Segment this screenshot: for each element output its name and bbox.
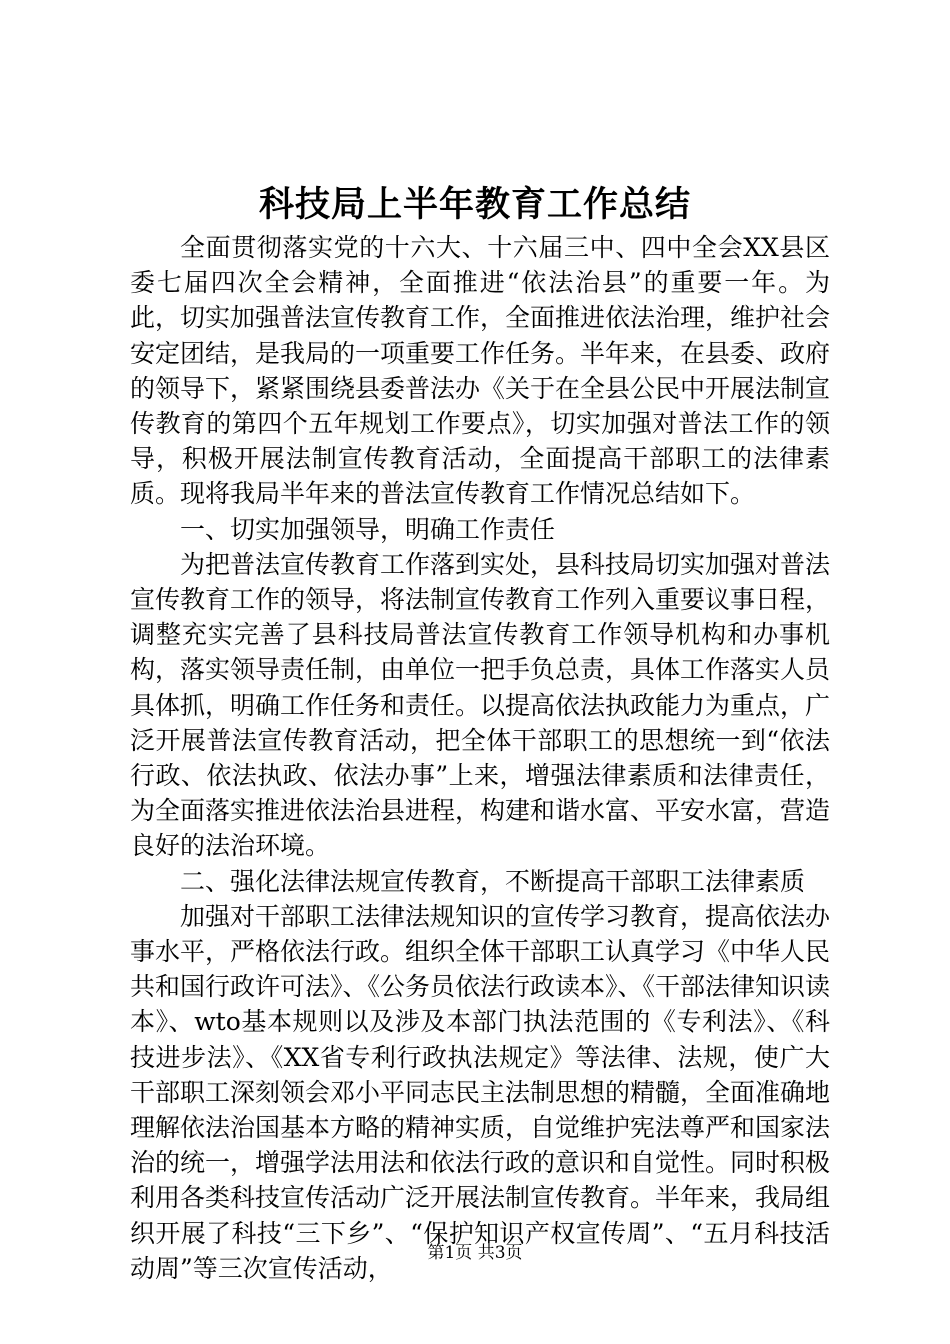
section-1-paragraph: 为把普法宣传教育工作落到实处，县科技局切实加强对普法宣传教育工作的领导，将法制宣传教育工作列入重要议事日程，调整充实完善了县科技局普法宣传教育工作领导机构和办事机构，落实领导责任制，由单位一把手负总责，具体工作落实人员具体抓，明确工作任务和责任。以提高依法执政能力为重点，广泛开展普法宣传教育活动，把全体干部职工的思想统一到“依法行政、依法执政、依法办事”上来，增强法律素质和法律责任，为全面落实推进依法治县进程，构建和谐水富、平安水富，营造良好的法治环境。	[130, 549, 831, 861]
intro-paragraph: 全面贯彻落实党的十六大、十六届三中、四中全会XX县区委七届四次全会精神，全面推进“依法治县”的重要一年。为此，切实加强普法宣传教育工作，全面推进依法治理，维护社会安定团结，是我局的一项重要工作任务。半年来，在县委、政府的领导下，紧紧围绕县委普法办《关于在全县公民中开展法制宣传教育的第四个五年规划工作要点》，切实加强对普法工作的领导，积极开展法制宣传教育活动，全面提高干部职工的法律素质。现将我局半年来的普法宣传教育工作情况总结如下。	[130, 233, 831, 509]
section-heading-2: 二、强化法律法规宣传教育，不断提高干部职工法律素质	[180, 866, 806, 896]
document-body	[130, 230, 830, 1286]
section-2-paragraph: 加强对干部职工法律法规知识的宣传学习教育，提高依法办事水平，严格依法行政。组织全体干部职工认真学习《中华人民共和国行政许可法》、《公务员依法行政读本》、《干部法律知识读本》、wto基本规则以及涉及本部门执法范围的《专利法》、《科技进步法》、《XX省专利行政执法规定》等法律、法规，使广大干部职工深刻领会邓小平同志民主法制思想的精髓，全面准确地理解依法治国基本方略的精神实质，自觉维护宪法尊严和国家法治的统一，增强学法用法和依法行政的意识和自觉性。同时积极利用各类科技宣传活动广泛开展法制宣传教育。半年来，我局组织开展了科技“三下乡”、“保护知识产权宣传周”、“五月科技活动周”等三次宣传活动，	[130, 901, 831, 1283]
section-heading-1: 一、切实加强领导，明确工作责任	[180, 514, 556, 544]
page-number-footer: 第1页 共3页	[427, 1243, 523, 1263]
document-title: 科技局上半年教育工作总结	[258, 184, 691, 225]
